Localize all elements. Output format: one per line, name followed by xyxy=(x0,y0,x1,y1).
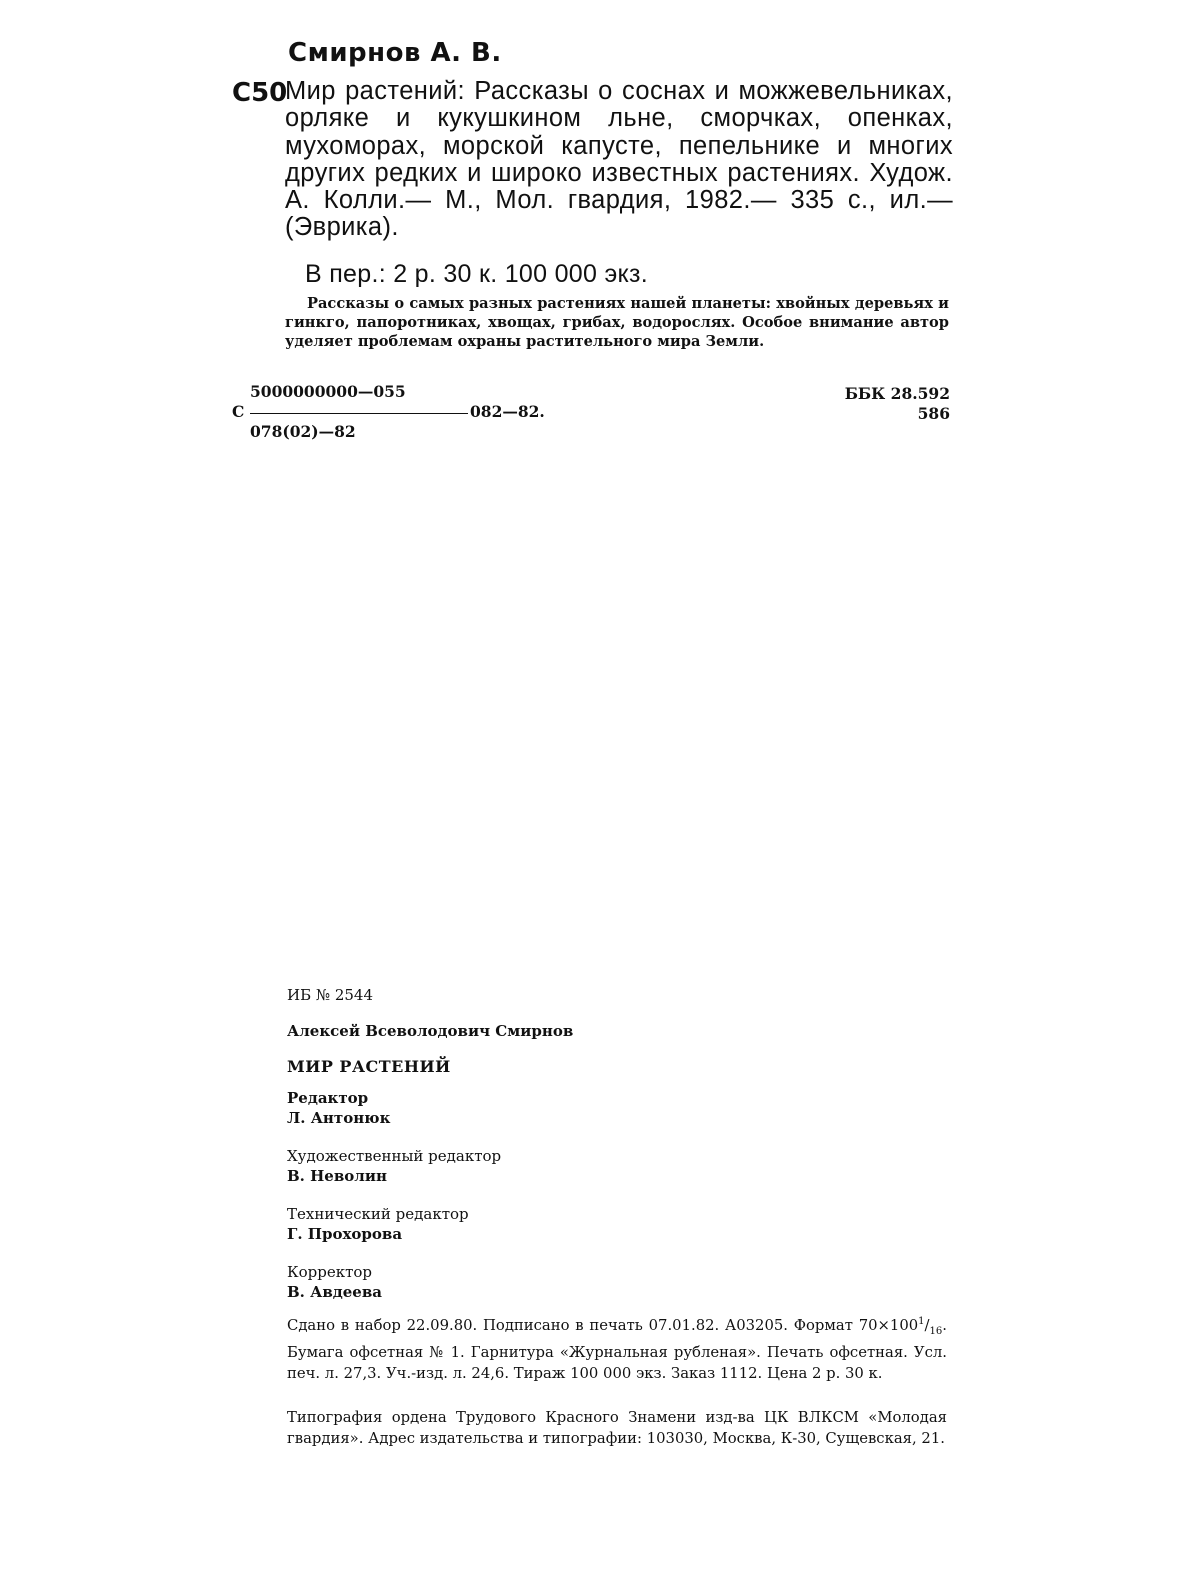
art-editor-label: Художественный редактор xyxy=(287,1147,502,1165)
proofreader-name: В. Авдеева xyxy=(287,1283,382,1301)
typography-address: Типография ордена Трудового Красного Знамени изд-ва ЦК ВЛКСМ «Молодая гвардия». Адрес издательства и типографии: 103030, Москва, К-30, Сущевская, 21. xyxy=(287,1409,947,1447)
bbk-code: ББК 28.592 xyxy=(844,384,950,403)
full-author-name: Алексей Всеволодович Смирнов xyxy=(287,1022,574,1040)
annotation: Рассказы о самых разных растениях нашей планеты: хвойных деревьях и гинкго, папоротниках, хвощах, грибах, водорослях. Особое внимание автор уделяет проблемам охраны растительного мира Земли. xyxy=(285,295,949,350)
print-details-part2: . Бумага офсетная № 1. Гарнитура «Журнальная рубленая». Печать офсетная. Усл. печ. л. 27,3. Уч.-изд. л. 24,6. Тираж 100 000 экз. Заказ 1112. Цена 2 р. 30 к. xyxy=(287,1316,947,1382)
editor-label: Редактор xyxy=(287,1089,369,1107)
book-title: МИР РАСТЕНИЙ xyxy=(287,1057,451,1076)
code-numerator: 5000000000—055 xyxy=(250,382,406,401)
editor-name: Л. Антонюк xyxy=(287,1109,391,1127)
book-description: Мир растений: Рассказы о соснах и можжевельниках, орляке и кукушкином льне, сморчках, опенках, мухоморах, морской капусте, пепельнике и многих других редких и широко известных растениях. Худож. А. Колли.— М., Мол. гвардия, 1982.— 335 с., ил.— (Эврика). xyxy=(285,77,953,242)
tech-editor-name: Г. Прохорова xyxy=(287,1225,403,1243)
code-denominator: 078(02)—82 xyxy=(250,422,356,441)
print-format-numerator: 1 xyxy=(918,1316,925,1327)
bbk-subcode: 586 xyxy=(917,404,950,423)
ib-number: ИБ № 2544 xyxy=(287,986,374,1004)
code-fraction-line xyxy=(250,413,468,414)
code-letter: С xyxy=(232,402,245,421)
print-details: Сдано в набор 22.09.80. Подписано в печать 07.01.82. А03205. Формат $70\times 100^1/_{16}$. Бумага офсетная № 1. Гарнитура «Журнальная рубленая». Печать офсетная. Усл. печ. л. 27,3. Уч.-изд. л. 24,6. Тираж 100 000 экз. Заказ 1112. Цена 2 р. 30 к. xyxy=(287,1316,947,1382)
author-heading: Смирнов А. В. xyxy=(288,38,502,68)
proofreader-label: Корректор xyxy=(287,1263,373,1281)
tech-editor-label: Технический редактор xyxy=(287,1205,469,1223)
code-middle: 082—82. xyxy=(470,402,545,421)
price-line: В пер.: 2 р. 30 к. 100 000 экз. xyxy=(305,260,649,288)
art-editor-name: В. Неволин xyxy=(287,1167,387,1185)
print-format-denominator: 16 xyxy=(929,1325,943,1337)
index-code: С50 xyxy=(232,78,288,108)
print-details-part1: Сдано в набор 22.09.80. Подписано в печать 07.01.82. А03205. Формат 70×100 xyxy=(287,1316,919,1334)
